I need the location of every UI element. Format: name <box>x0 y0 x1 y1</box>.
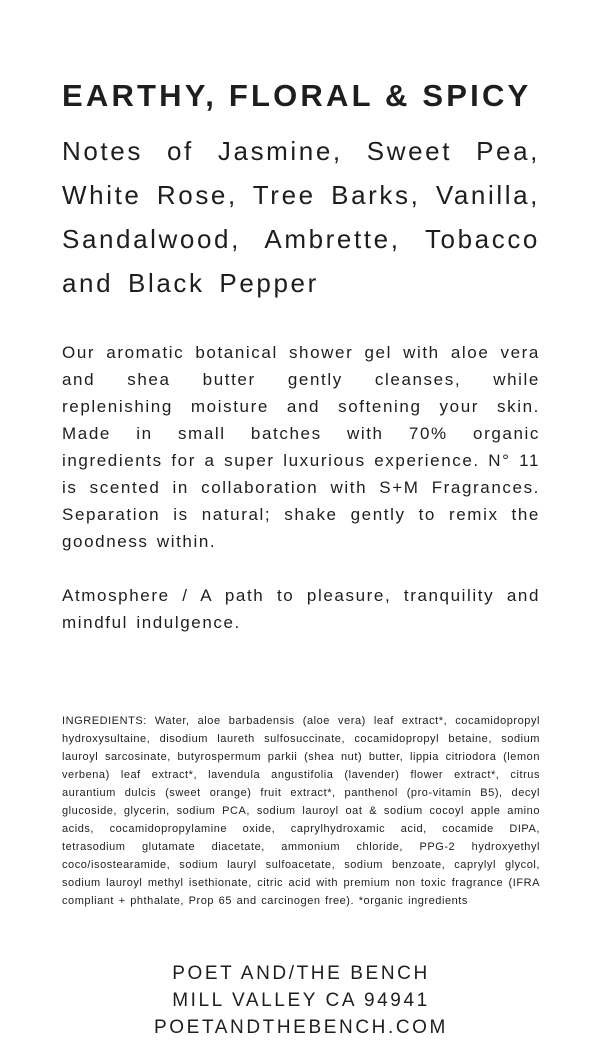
scent-notes: Notes of Jasmine, Sweet Pea, White Rose, Tree Barks, Vanilla, Sandalwood, Ambrette, Tobacco and Black Pepper <box>62 136 540 298</box>
brand-name: POET AND/THE BENCH <box>172 963 430 984</box>
ingredients-list: INGREDIENTS: Water, aloe barbadensis (aloe vera) leaf extract*, cocamidopropyl hydroxysultaine, disodium laureth sulfosuccinate, cocamidopropyl betaine, sodium lauroyl sarcosinate, butyrospermum parkii (shea nut) butter, lippia citriodora (lemon verbena) leaf extract*, lavendula angustifolia (lavender) flower extract*, citrus aurantium dulcis (sweet orange) fruit extract*, panthenol (pro-vitamin B5), decyl glucoside, glycerin, sodium PCA, sodium lauroyl oat & sodium cocoyl apple amino acids, cocamidopropylamine oxide, caprylhydroxamic acid, cocamide DIPA, tetrasodium glutamate diacetate, ammonium chloride, PPG-2 hydroxyethyl coco/isostearamide, sodium lauryl sulfoacetate, sodium benzoate, caprylyl glycol, sodium lauroyl methyl isethionate, citric acid with premium non toxic fragrance (IFRA compliant + phthalate, Prop 65 and carcinogen free). *organic ingredients <box>62 715 540 907</box>
product-description: Our aromatic botanical shower gel with aloe vera and shea butter gently cleanses, while replenishing moisture and softening your skin. Made in small batches with 70% organic ingredients for a super luxurious experience. N° 11 is scented in collaboration with S+M Fragrances. Separation is natural; shake gently to remix the goodness within. <box>62 343 540 551</box>
scent-profile-title: EARTHY, FLORAL & SPICY <box>62 78 532 113</box>
brand-website: POETANDTHEBENCH.COM <box>154 1017 448 1038</box>
brand-address: MILL VALLEY CA 94941 <box>172 990 430 1011</box>
atmosphere-statement: Atmosphere / A path to pleasure, tranquility and mindful indulgence. <box>62 586 540 632</box>
brand-footer <box>62 960 540 1041</box>
